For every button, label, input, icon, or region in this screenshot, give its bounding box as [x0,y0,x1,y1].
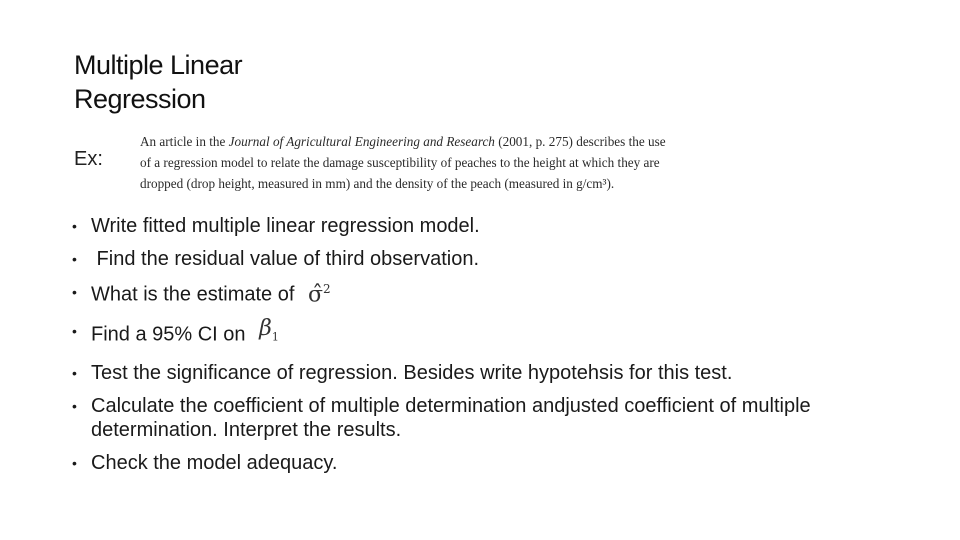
sigma-hat-squared-symbol [308,277,331,307]
list-item [72,247,902,271]
list-item-text: Check the model adequacy. [91,451,338,474]
list-item [72,361,902,385]
page-title [74,48,242,116]
sigma-hat-glyph: σ̂ [307,282,324,308]
beta-1-symbol [259,317,279,349]
beta-glyph: β [259,316,272,342]
example-label: Ex: [74,148,103,170]
list-item [72,214,902,238]
beta-subscript: 1 [271,330,279,344]
list-item [72,394,902,442]
excerpt-line-3: dropped (drop height, measured in mm) and the density of the peach (measured in g/cm³). [140,176,615,191]
list-item [72,451,902,475]
bullet-icon: • [72,397,77,414]
bullet-icon: • [72,454,77,471]
bullet-icon: • [72,251,77,267]
task-list [72,214,902,484]
title-line-1: Multiple Linear [74,50,243,80]
list-item-text: Write fitted multiple linear regression model. [91,215,480,237]
list-item-text: Find the residual value of third observation. [91,248,479,270]
list-item-text: Find a 95% CI on [91,323,252,346]
bullet-icon: • [72,364,77,381]
bullet-icon: • [72,323,77,340]
list-item [72,280,902,310]
excerpt-line-2: of a regression model to relate the damage susceptibility of peaches to the height at which they are [140,155,660,170]
list-item-text: Calculate the coefficient of multiple determination andjusted coefficient of multiple determination. Interpret the results. [91,394,811,441]
sigma-exponent: 2 [323,282,331,296]
list-item-text: Test the significance of regression. Besides write hypotehsis for this test. [91,361,733,384]
problem-excerpt-image [140,131,780,195]
bullet-icon: • [72,284,77,300]
bullet-icon: • [72,218,77,234]
list-item-text: What is the estimate of [91,283,300,306]
list-item [72,316,902,351]
excerpt-line-1-post: (2001, p. 275) describes the use [494,134,666,149]
journal-name: Journal of Agricultural Engineering and Research [228,134,495,149]
excerpt-line-1 [140,131,780,152]
excerpt-line-1-pre: An article in the [140,134,229,149]
title-line-2: Regression [74,84,206,114]
